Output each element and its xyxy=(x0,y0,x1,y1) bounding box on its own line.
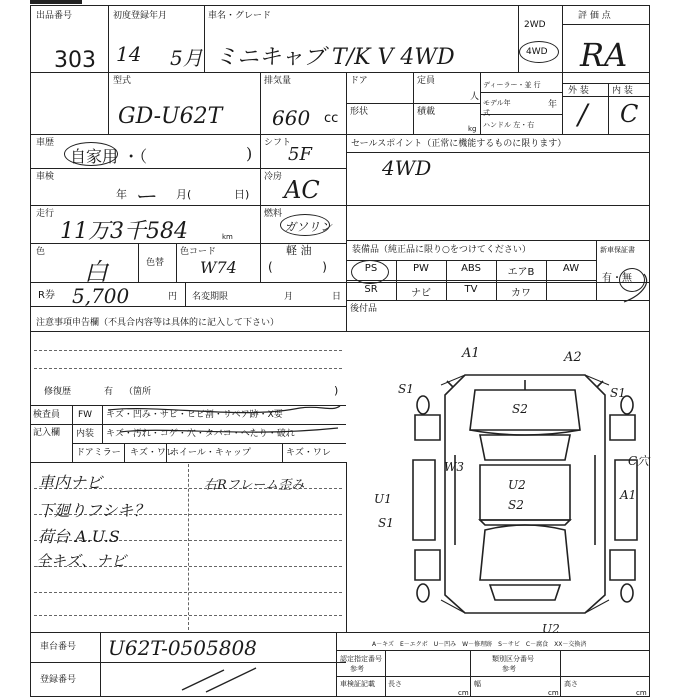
length-cm: cm xyxy=(458,689,469,697)
mileage-unit-label: km xyxy=(222,233,233,241)
equip-navi: ナビ xyxy=(411,288,431,299)
mark-s1-left-lower: S1 xyxy=(378,516,394,530)
mark-u2-bottom: U2 xyxy=(542,622,560,636)
header-tab xyxy=(30,0,82,4)
rule xyxy=(260,134,261,282)
equip-airbag: エアB xyxy=(507,267,535,278)
repair-place-label: （箇所 xyxy=(124,387,152,397)
reg-month-value: 5月 xyxy=(170,46,203,70)
person-label: 人 xyxy=(470,92,480,102)
mark-u2-bed: U2 xyxy=(508,478,526,492)
door-label: ドア xyxy=(350,76,368,86)
sales-point-label: セールスポイント（正常に機能するものに限ります） xyxy=(351,139,567,149)
rule xyxy=(562,24,650,25)
rule xyxy=(346,240,650,241)
interior-label: 内 装 xyxy=(612,86,633,96)
shift-label: シフト xyxy=(264,138,292,148)
mark-a1-top: A1 xyxy=(462,346,480,361)
insp-row-2-items: キズ・汚れ・コゲ・穴・タバコ・へたり・破れ xyxy=(106,429,295,439)
new-warranty-label: 新車保証書 xyxy=(600,246,635,254)
note-3: 荷台 A.U.S xyxy=(38,527,120,546)
equip-pw: PW xyxy=(413,263,429,274)
rule xyxy=(124,443,125,462)
first-reg-label: 初度登録年月 xyxy=(113,11,168,21)
insp-row-3-items-b: キズ・ワレ xyxy=(286,448,331,458)
rule xyxy=(204,5,205,72)
insp-month-label: 月( xyxy=(176,188,192,201)
cc-label: cc xyxy=(324,111,339,126)
car-name-value: ミニキャブ T/K V 4WD xyxy=(215,45,455,70)
rule xyxy=(336,676,650,677)
handle-label: ハンドル 左・右 xyxy=(483,121,535,129)
insp-year-label: 年 xyxy=(116,188,127,201)
rule xyxy=(480,92,562,93)
rule xyxy=(480,72,481,134)
mark-a1-right: A1 xyxy=(620,488,637,502)
color-value: 白 xyxy=(84,258,108,286)
chassis-no-label: 車台番号 xyxy=(40,642,77,652)
width-cm: cm xyxy=(548,689,559,697)
rule xyxy=(260,72,261,134)
rule xyxy=(596,240,597,300)
model-year-label: モデル年式 xyxy=(483,99,511,117)
equip-abs: ABS xyxy=(461,263,481,274)
classification-label: 類別区分番号 xyxy=(492,655,534,663)
color-label: 色 xyxy=(36,247,46,257)
height-cm: cm xyxy=(636,689,647,697)
mark-s1-left: S1 xyxy=(398,382,414,396)
equip-ps: PS xyxy=(364,263,378,274)
rule xyxy=(562,96,650,97)
remarks-line xyxy=(34,368,342,369)
rule xyxy=(30,205,346,206)
doc-length-label: 車検証記載 xyxy=(340,680,375,688)
chassis-no-value: U62T-0505808 xyxy=(108,636,257,660)
rule xyxy=(336,632,337,697)
inspection-value: ー xyxy=(134,185,157,210)
rule xyxy=(108,5,109,134)
yen-label: 円 xyxy=(168,292,178,302)
mileage-label: 走行 xyxy=(36,209,55,219)
insp-row-2-head: 内装 xyxy=(76,429,95,439)
history-label: 車歴 xyxy=(36,138,55,148)
rule xyxy=(30,72,650,73)
rule xyxy=(72,405,73,462)
length-label: 長さ xyxy=(388,680,402,688)
equip-aw: AW xyxy=(562,263,580,274)
width-label: 幅 xyxy=(474,680,481,688)
rule xyxy=(185,282,186,306)
day-label: 日 xyxy=(332,292,342,302)
mark-s1-right: S1 xyxy=(610,386,626,400)
entry-box-label: 記入欄 xyxy=(33,428,61,438)
classification-ref: 参考 xyxy=(502,665,516,673)
mark-w3: W3 xyxy=(444,460,464,474)
rating-label: 評 価 点 xyxy=(578,11,611,21)
inspection-label: 車検 xyxy=(36,172,55,182)
equip-tv: TV xyxy=(464,284,478,295)
height-label: 高さ xyxy=(564,680,578,688)
four-wd-circle xyxy=(519,41,559,63)
rule xyxy=(346,300,650,301)
mark-s2-bed: S2 xyxy=(508,498,524,512)
name-change-label: 名変期限 xyxy=(192,292,229,302)
rule xyxy=(470,650,471,697)
ps-circle xyxy=(351,260,389,284)
r-ticket-label: R券 xyxy=(38,290,55,301)
displacement-label: 排気量 xyxy=(264,76,292,86)
repair-has-label: 有 xyxy=(104,387,114,397)
interior-value: C xyxy=(620,100,639,128)
remarks-header: 注意事項申告欄（不具合内容等は具体的に記入して下さい） xyxy=(36,318,280,328)
mark-s2-front: S2 xyxy=(512,402,528,416)
rule xyxy=(30,331,650,332)
fuel-circle xyxy=(280,214,333,236)
mark-a2-top: A2 xyxy=(564,350,582,365)
history-close: ) xyxy=(246,144,253,163)
two-wd-label: 2WD xyxy=(524,20,546,30)
rule xyxy=(30,168,346,169)
capacity-label: 定員 xyxy=(417,76,436,86)
mark-u1-left: U1 xyxy=(374,492,392,506)
model-label: 型式 xyxy=(113,76,132,86)
color-change-label: 色替 xyxy=(146,258,165,268)
certified-ref: 参考 xyxy=(350,665,364,673)
after-market-label: 後付品 xyxy=(350,304,378,314)
note-divider xyxy=(188,464,189,630)
rule xyxy=(560,650,561,697)
dealer-label: ディーラー・並 行 xyxy=(483,81,541,89)
rule xyxy=(608,83,609,134)
rule xyxy=(336,650,650,651)
insp-row-1-items: キズ・凹み・サビ・ヒビ割・リペア跡・X要 xyxy=(106,410,283,420)
fuel-paren: ( ) xyxy=(268,260,327,274)
note-4: 全キズ、ナビ xyxy=(36,552,127,570)
mark-c-hole: C穴 xyxy=(628,454,650,468)
rule xyxy=(30,134,650,135)
note-2: 下廻りフシキ？ xyxy=(38,501,150,520)
cooler-value: AC xyxy=(284,176,320,204)
kg-label: kg xyxy=(468,125,477,133)
insp-day-label: 日) xyxy=(234,188,250,201)
rule xyxy=(30,662,346,663)
rule xyxy=(346,462,347,632)
sales-point-value: 4WD xyxy=(382,156,432,180)
rule xyxy=(346,103,480,104)
reg-year-value: 14 xyxy=(116,42,142,66)
damage-legend: A－キズ E－エクボ U－凹み W－修理跡 S－サビ C－腐食 XX－交換済 xyxy=(372,641,587,648)
remarks-line xyxy=(34,350,342,351)
note-1: 車内ナビ xyxy=(38,473,103,492)
lot-no-value: 303 xyxy=(54,48,96,73)
equip-leather: カワ xyxy=(511,288,531,299)
insp-row-3-items-a: キズ・ワレ xyxy=(130,448,175,458)
rule xyxy=(385,650,386,697)
lot-no-label: 出品番号 xyxy=(36,11,73,21)
shape-label: 形状 xyxy=(350,107,369,117)
warranty-options: 有・無 xyxy=(602,273,632,284)
shift-value: 5F xyxy=(288,144,312,165)
insp-row-1-head: FW xyxy=(78,410,93,420)
exterior-value: / xyxy=(578,98,588,131)
load-label: 積載 xyxy=(417,107,436,117)
equipment-label: 装備品（純正品に限り○をつけてください） xyxy=(352,245,531,255)
rule xyxy=(518,5,519,72)
reg-no-label: 登録番号 xyxy=(40,675,77,685)
cooler-label: 冷房 xyxy=(264,172,283,182)
rule xyxy=(30,282,650,283)
rule xyxy=(282,443,283,462)
repair-history-label: 修復歴 xyxy=(44,387,72,397)
rule xyxy=(346,260,596,261)
year-suffix-label: 年 xyxy=(548,100,558,110)
rating-value: RA xyxy=(580,36,628,74)
rule xyxy=(138,243,139,282)
insp-row-3-head-b: ホイール・キャップ xyxy=(170,448,251,458)
insp-row-3-head: ドアミラー xyxy=(76,448,121,458)
warranty-arrow xyxy=(610,270,650,306)
month-label: 月 xyxy=(284,292,294,302)
reg-no-strike xyxy=(176,664,266,696)
rule xyxy=(346,205,650,206)
fuel-value: ガソリン xyxy=(284,220,333,234)
note-5: 右Rフレーム歪み xyxy=(204,478,305,493)
repair-close: ) xyxy=(334,384,339,397)
inspector-strike xyxy=(100,402,346,444)
rule xyxy=(562,83,650,84)
light-oil-label: 軽 油 xyxy=(286,244,312,257)
name-grade-label: 車名・グレード xyxy=(208,11,272,21)
displacement-value: 660 xyxy=(272,106,311,130)
rule xyxy=(176,243,177,282)
model-value: GD-U62T xyxy=(118,104,223,129)
four-wd-label: 4WD xyxy=(526,47,548,57)
fuel-label: 燃料 xyxy=(264,209,283,219)
history-value: 自家用 ・（ xyxy=(70,147,148,166)
r-ticket-value: 5,700 xyxy=(72,284,130,308)
color-code-value: W74 xyxy=(200,258,237,277)
rule xyxy=(100,632,101,697)
color-code-label: 色コード xyxy=(180,247,217,257)
equip-sr: SR xyxy=(364,284,378,295)
rule xyxy=(346,152,650,153)
certified-label: 認定指定番号 xyxy=(340,655,382,663)
rule xyxy=(30,462,346,463)
inspector-label: 検査員 xyxy=(33,410,61,420)
exterior-label: 外 装 xyxy=(568,86,589,96)
mileage-value: 11万3千584 xyxy=(60,219,188,244)
